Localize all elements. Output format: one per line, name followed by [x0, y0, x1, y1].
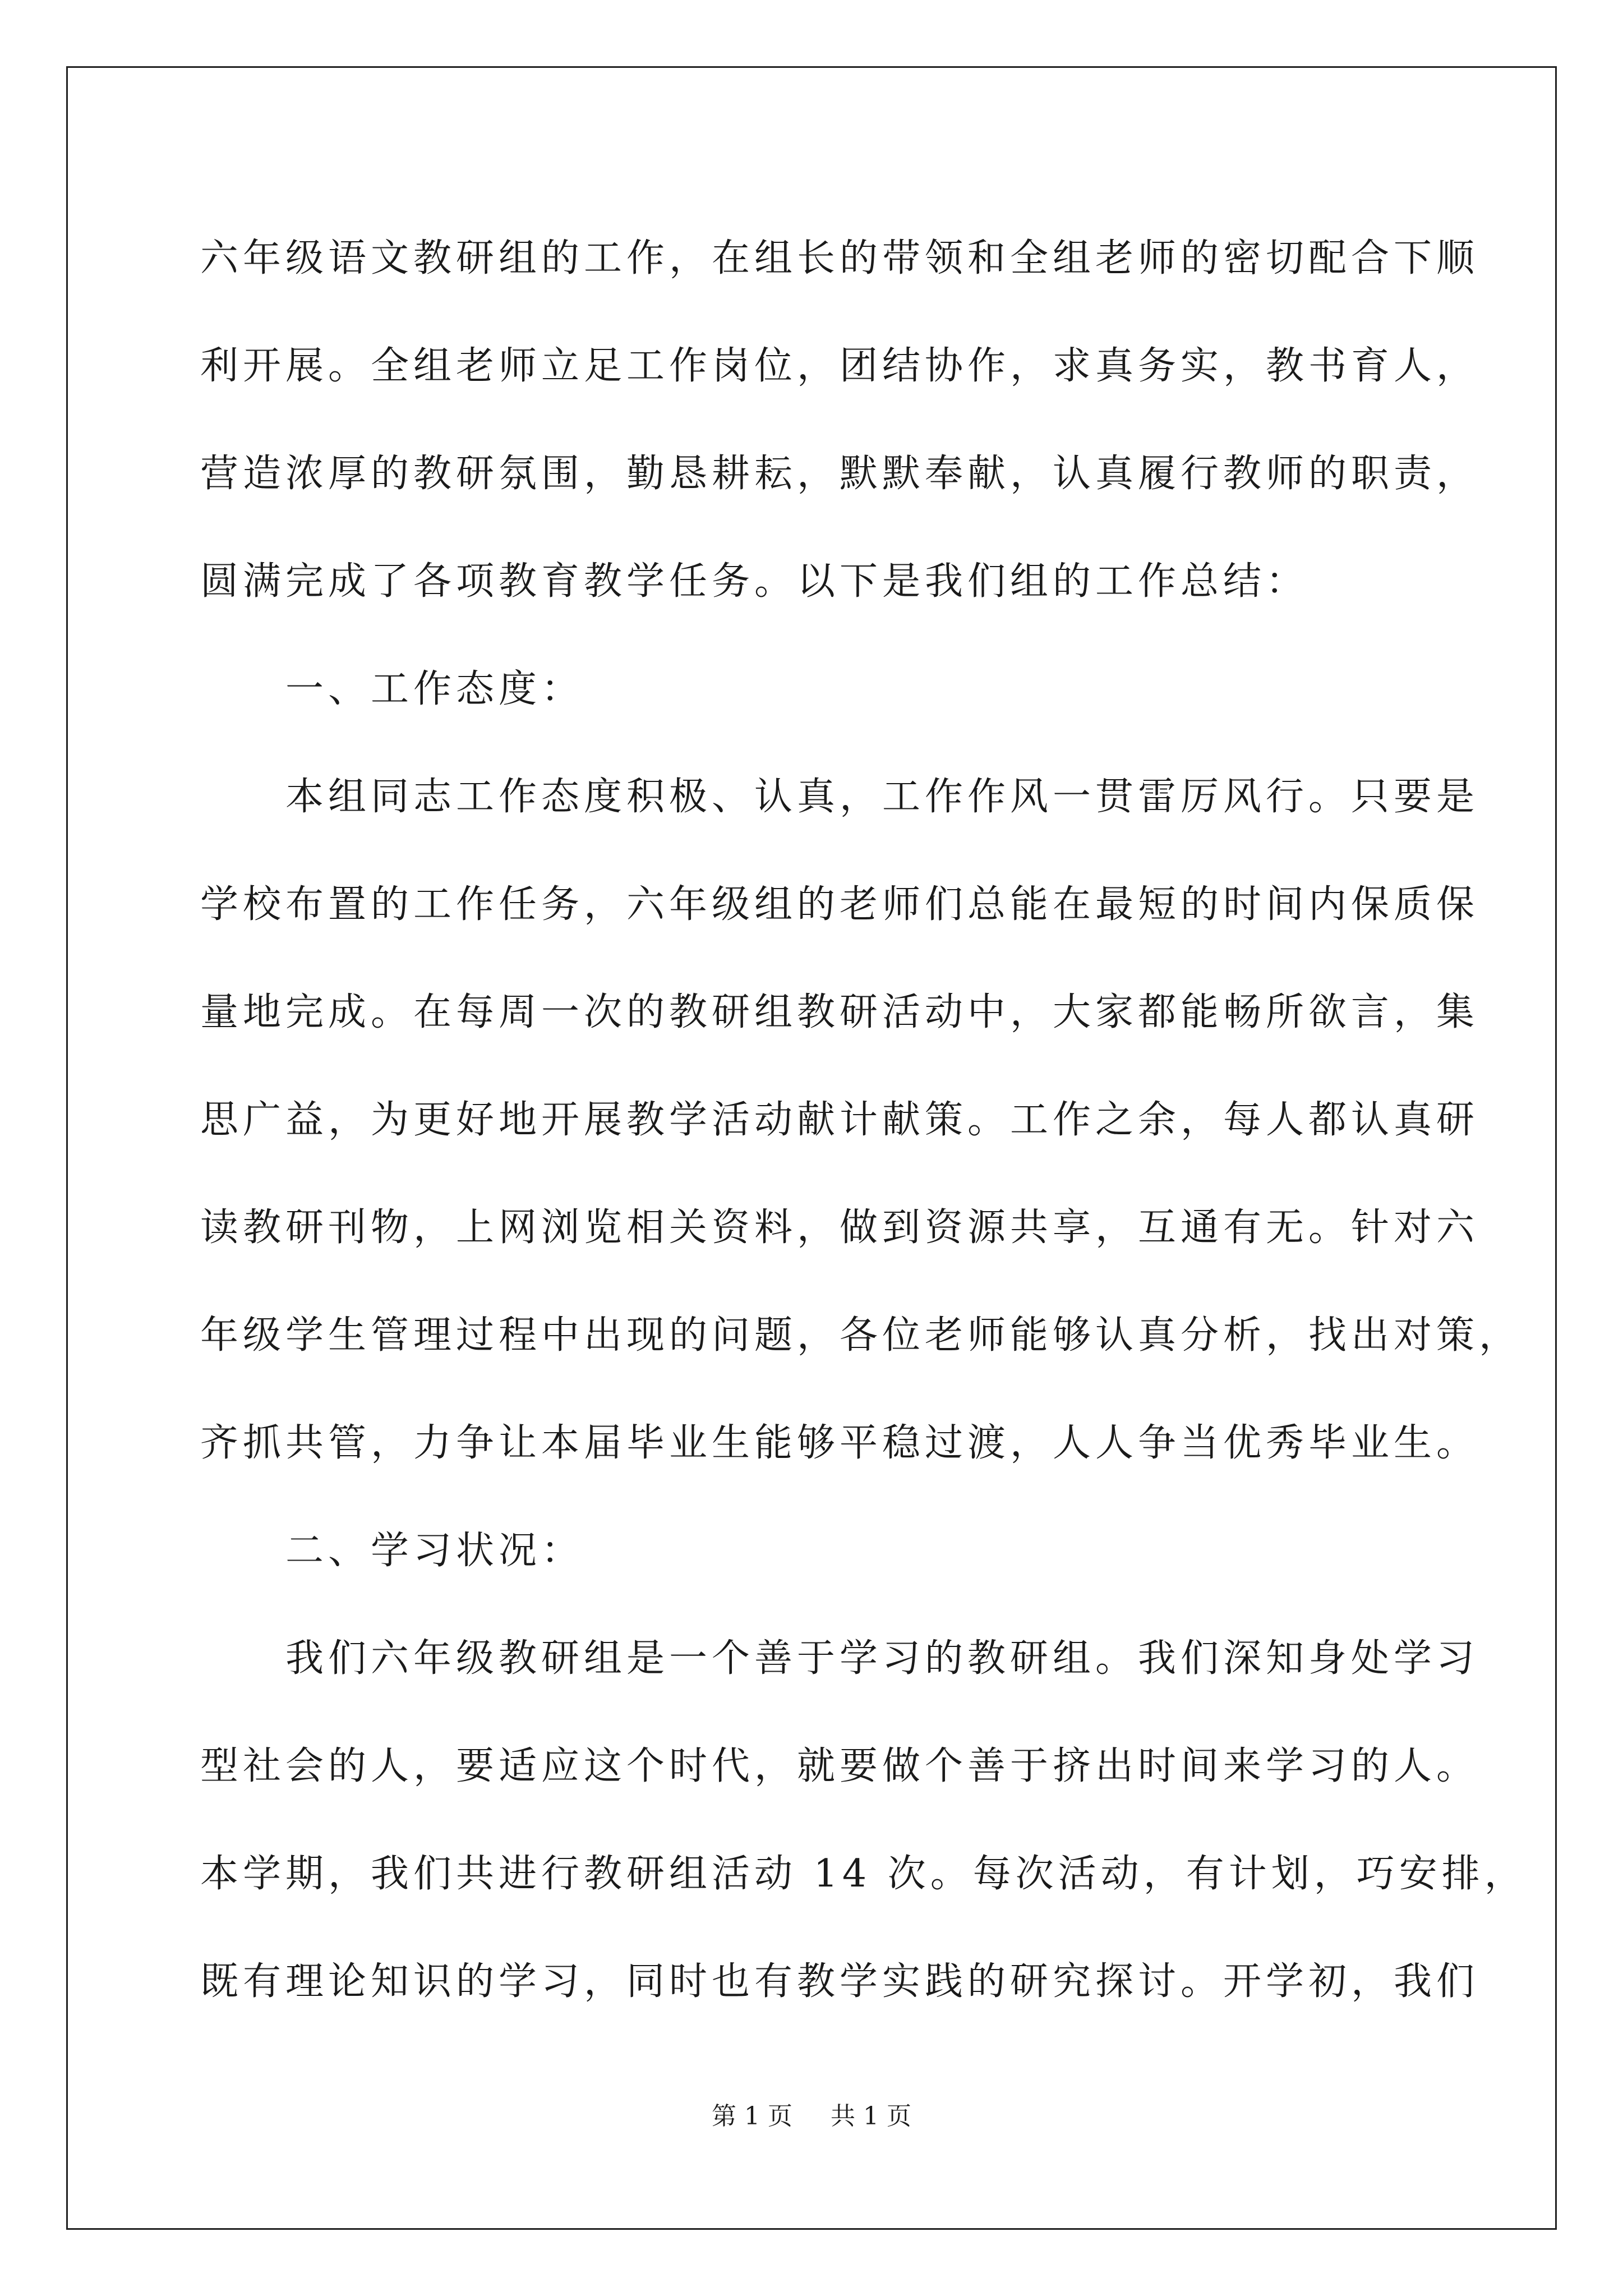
text-line: 既有理论知识的学习，同时也有教学实践的研究探讨。开学初，我们: [200, 1959, 1479, 2004]
text-line: 齐抓共管，力争让本届毕业生能够平稳过渡，人人争当优秀毕业生。: [200, 1421, 1479, 1465]
text-line: 型社会的人，要适应这个时代，就要做个善于挤出时间来学习的人。: [200, 1744, 1479, 1788]
text-line: 年级学生管理过程中出现的问题，各位老师能够认真分析，找出对策，: [200, 1313, 1522, 1358]
text-line: 思广益，为更好地开展教学活动献计献策。工作之余，每人都认真研: [200, 1098, 1479, 1142]
text-line: 本组同志工作态度积极、认真，工作作风一贯雷厉风行。只要是: [285, 775, 1479, 819]
section-heading: 一、工作态度：: [285, 667, 584, 711]
text-line: 圆满完成了各项教育教学任务。以下是我们组的工作总结：: [200, 559, 1309, 604]
text-line: 学校布置的工作任务，六年级组的老师们总能在最短的时间内保质保: [200, 882, 1479, 927]
page-total: 共 1 页: [831, 2102, 911, 2131]
page-footer: [0, 2100, 1623, 2133]
document-body: [200, 205, 1527, 2036]
text-line: 读教研刊物，上网浏览相关资料，做到资源共享，互通有无。针对六: [200, 1205, 1479, 1250]
text-line: 利开展。全组老师立足工作岗位，团结协作，求真务实，教书育人，: [200, 344, 1479, 388]
text-line: 我们六年级教研组是一个善于学习的教研组。我们深知身处学习: [285, 1636, 1479, 1681]
text-line: 营造浓厚的教研氛围，勤恳耕耘，默默奉献，认真履行教师的职责，: [200, 452, 1479, 496]
section-heading: 二、学习状况：: [285, 1529, 584, 1573]
text-line: 六年级语文教研组的工作，在组长的带领和全组老师的密切配合下顺: [200, 236, 1479, 280]
text-line: 量地完成。在每周一次的教研组教研活动中，大家都能畅所欲言，集: [200, 990, 1479, 1034]
page-number: 第 1 页: [712, 2102, 792, 2131]
text-line: 本学期，我们共进行教研组活动 14 次。每次活动，有计划，巧安排，: [200, 1852, 1527, 1896]
